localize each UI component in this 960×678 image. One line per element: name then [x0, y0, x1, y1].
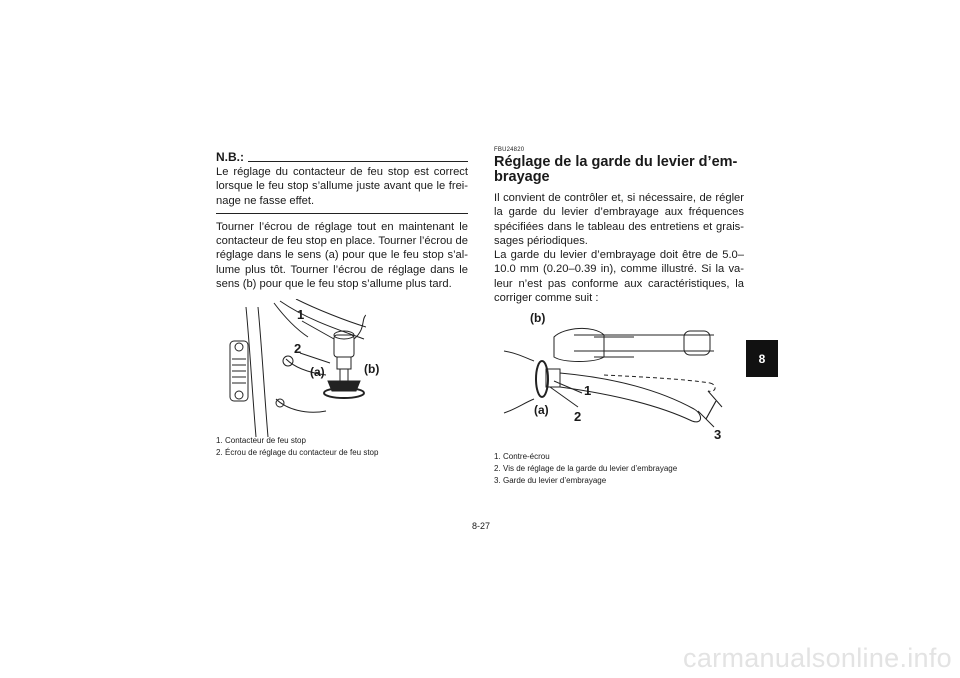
clutch-paragraph-1: Il convient de contrôler et, si nécessaire, de régler la garde du levier d’embrayage aux fréquences spécifiées dans le tableau des entretiens et grais-sages périodiques. [494, 192, 744, 247]
left-column [216, 146, 468, 459]
figure-label-2: 2 [294, 341, 302, 357]
figure-label-3: 3 [714, 427, 722, 443]
note-header [216, 146, 468, 164]
note-divider [216, 213, 468, 214]
section-heading: Réglage de la garde du levier d’em-brayage [494, 154, 738, 185]
caption-item: 1. Contacteur de feu stop [216, 436, 306, 446]
caption-item: 1. Contre-écrou [494, 452, 550, 462]
brake-switch-illustration [216, 299, 468, 439]
figure-label-b: (b) [364, 362, 380, 377]
figure-label-1: 1 [297, 307, 305, 323]
caption-item: 3. Garde du levier d’embrayage [494, 476, 607, 486]
note-label: N.B.: [216, 150, 244, 164]
clutch-lever-illustration [494, 311, 744, 447]
note-rule [248, 161, 468, 162]
right-caption-list [494, 451, 744, 487]
figure-label-a: (a) [534, 403, 549, 418]
figure-label-a: (a) [310, 365, 325, 380]
note-text: Le réglage du contacteur de feu stop est correct lorsque le feu stop s’allume juste avant que le frei-nage ne fasse effet. [216, 166, 468, 207]
page-number: 8-27 [471, 521, 490, 531]
section-code: FBU24820 [494, 147, 525, 153]
right-column [494, 146, 744, 487]
brake-switch-drawing [216, 299, 366, 439]
brake-switch-paragraph: Tourner l’écrou de réglage tout en maintenant le contacteur de feu stop en place. Tourner l’écrou de réglage dans le sens (a) pour que le feu stop s’al-lume plus tôt. Tourner l’écrou de réglage dans le sens (b) pour que le feu stop s’allume plus tard. [216, 220, 468, 291]
chapter-tab: 8 [746, 340, 778, 377]
figure-label-2: 2 [574, 409, 582, 425]
figure-label-b: (b) [530, 311, 546, 326]
figure-label-1: 1 [584, 383, 592, 399]
caption-item: 2. Vis de réglage de la garde du levier d’embrayage [494, 464, 678, 474]
clutch-paragraph-2: La garde du levier d’embrayage doit être de 5.0–10.0 mm (0.20–0.39 in), comme illustré. Si la va-leur n’est pas conforme aux caractéristiques, la corriger comme suit : [494, 249, 744, 305]
watermark: carmanualsonline.info [683, 643, 952, 673]
caption-item: 2. Écrou de réglage du contacteur de feu stop [216, 448, 379, 458]
clutch-lever-drawing [494, 317, 724, 447]
